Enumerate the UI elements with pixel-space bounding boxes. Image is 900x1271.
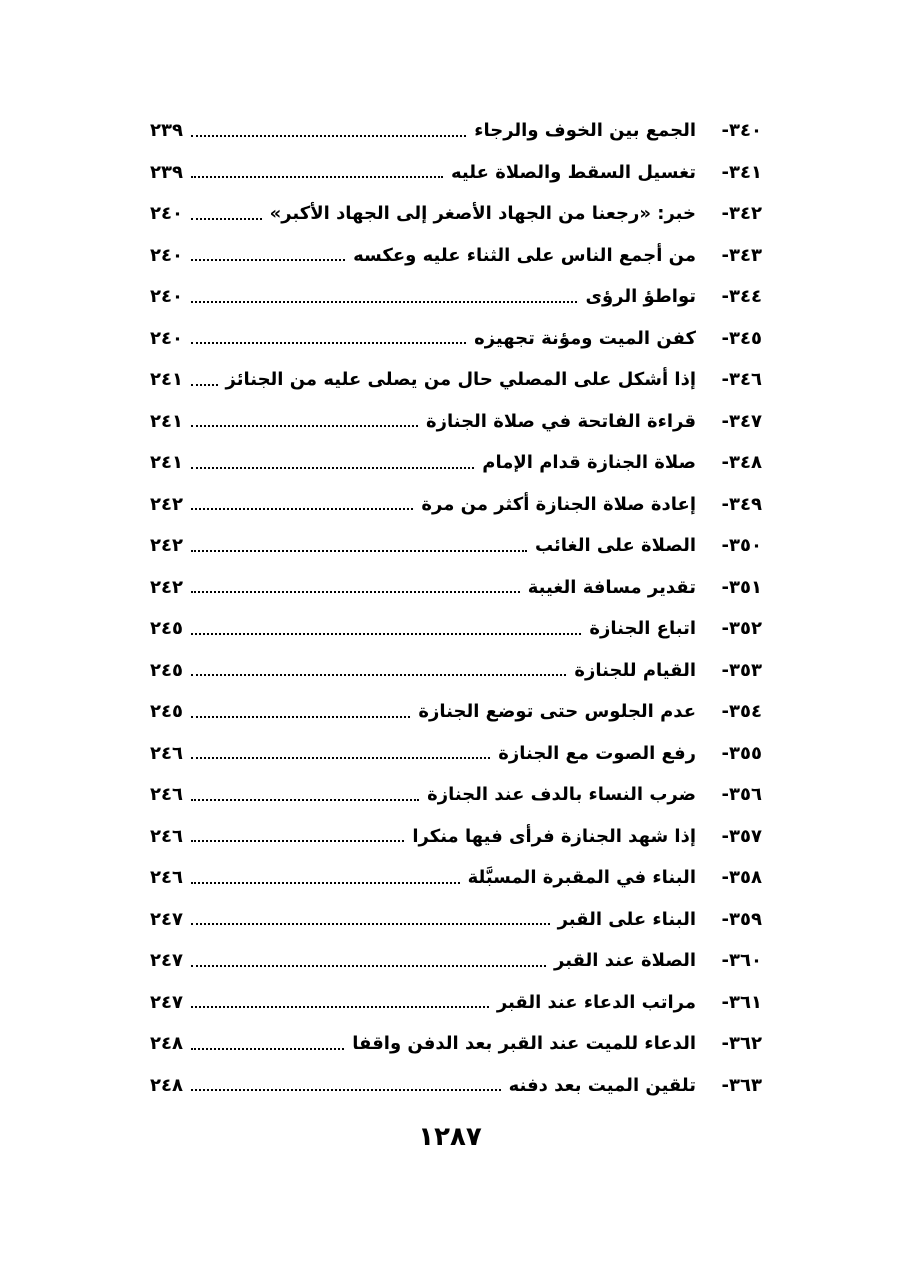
dot-leader	[191, 218, 262, 220]
entry-page: ٢٤١	[150, 369, 183, 391]
entry-number: ٣٤٢-	[721, 203, 762, 225]
entry-page: ٢٤٠	[150, 286, 183, 308]
dot-leader	[191, 965, 546, 967]
entry-title: قراءة الفاتحة في صلاة الجنازة	[425, 410, 696, 432]
entry-page: ٢٤٢	[150, 493, 183, 515]
toc-entry	[150, 401, 762, 443]
dot-leader	[191, 508, 413, 510]
entry-title: كفن الميت ومؤنة تجهيزه	[474, 327, 696, 349]
entry-title: رفع الصوت مع الجنازة	[498, 742, 696, 764]
entry-number: ٣٤١-	[721, 161, 762, 183]
dot-leader	[191, 716, 410, 718]
toc-entry	[150, 193, 762, 235]
dot-leader	[191, 674, 566, 676]
dot-leader	[191, 923, 550, 925]
entry-title: تغسيل السقط والصلاة عليه	[451, 161, 696, 183]
entry-title: الجمع بين الخوف والرجاء	[474, 120, 696, 142]
entry-title: الصلاة عند القبر	[554, 950, 696, 972]
entry-number: ٣٤٦-	[721, 369, 762, 391]
toc-entry	[150, 442, 762, 484]
entry-title: إذا شهد الجنازة فرأى فيها منكرا	[412, 825, 696, 847]
toc-entry	[150, 1023, 762, 1065]
toc-entry	[150, 691, 762, 733]
entry-page: ٢٤٧	[150, 950, 183, 972]
entry-title: صلاة الجنازة قدام الإمام	[482, 452, 696, 474]
toc-entry	[150, 318, 762, 360]
entry-number: ٣٥٥-	[721, 742, 762, 764]
entry-number: ٣٥٧-	[721, 825, 762, 847]
entry-number: ٣٤٠-	[721, 120, 762, 142]
toc-entry	[150, 650, 762, 692]
entry-number: ٣٥٨-	[721, 867, 762, 889]
dot-leader	[191, 550, 527, 552]
entry-page: ٢٤٦	[150, 784, 183, 806]
entry-number: ٣٤٤-	[721, 286, 762, 308]
entry-page: ٢٤٠	[150, 327, 183, 349]
entry-page: ٢٤٥	[150, 701, 183, 723]
dot-leader	[191, 757, 490, 759]
entry-title: إذا أشكل على المصلي حال من يصلى عليه من الجنائز	[225, 369, 696, 391]
entry-title: تواطؤ الرؤى	[585, 286, 696, 308]
dot-leader	[191, 1048, 344, 1050]
toc-entry	[150, 1065, 762, 1107]
toc-entry	[150, 235, 762, 277]
entry-number: ٣٦٢-	[721, 1033, 762, 1055]
toc-entry	[150, 525, 762, 567]
entry-number: ٣٦٣-	[721, 1074, 762, 1096]
entry-number: ٣٤٥-	[721, 327, 762, 349]
entry-page: ٢٤٨	[150, 1074, 183, 1096]
dot-leader	[191, 799, 419, 801]
entry-number: ٣٥٦-	[721, 784, 762, 806]
dot-leader	[191, 467, 474, 469]
toc-entry	[150, 359, 762, 401]
dot-leader	[191, 301, 578, 303]
entry-page: ٢٤٧	[150, 991, 183, 1013]
entry-page: ٢٤٢	[150, 576, 183, 598]
entry-title: مراتب الدعاء عند القبر	[496, 991, 696, 1013]
toc-entry	[150, 567, 762, 609]
toc-entry	[150, 110, 762, 152]
entry-page: ٢٤١	[150, 452, 183, 474]
toc-entry	[150, 857, 762, 899]
dot-leader	[191, 259, 345, 261]
entry-page: ٢٤٥	[150, 659, 183, 681]
entry-title: الدعاء للميت عند القبر بعد الدفن واقفا	[352, 1033, 696, 1055]
entry-title: اتباع الجنازة	[589, 618, 696, 640]
entry-number: ٣٤٣-	[721, 244, 762, 266]
entry-number: ٣٤٨-	[721, 452, 762, 474]
toc-entry	[150, 276, 762, 318]
entry-page: ٢٤٧	[150, 908, 183, 930]
entry-number: ٣٥٠-	[721, 535, 762, 557]
page-number: ١٢٨٧	[418, 1122, 482, 1152]
toc-entry	[150, 733, 762, 775]
entry-title: عدم الجلوس حتى توضع الجنازة	[418, 701, 696, 723]
dot-leader	[191, 840, 404, 842]
dot-leader	[191, 633, 581, 635]
toc-entry	[150, 982, 762, 1024]
entry-title: البناء على القبر	[557, 908, 696, 930]
toc-entry	[150, 899, 762, 941]
toc-entry	[150, 608, 762, 650]
entry-page: ٢٣٩	[150, 120, 183, 142]
dot-leader	[191, 425, 418, 427]
dot-leader	[191, 342, 466, 344]
entry-number: ٣٥٣-	[721, 659, 762, 681]
entry-page: ٢٤٥	[150, 618, 183, 640]
entry-number: ٣٤٩-	[721, 493, 762, 515]
entry-title: تقدير مسافة الغيبة	[527, 576, 696, 598]
toc-entry	[150, 940, 762, 982]
entry-title: القيام للجنازة	[574, 659, 696, 681]
entry-number: ٣٦١-	[721, 991, 762, 1013]
toc-entry	[150, 484, 762, 526]
entry-title: الصلاة على الغائب	[534, 535, 696, 557]
dot-leader	[191, 135, 466, 137]
toc-entry	[150, 774, 762, 816]
toc-entry	[150, 816, 762, 858]
entry-number: ٣٦٠-	[721, 950, 762, 972]
dot-leader	[191, 176, 443, 178]
entry-page: ٢٤٢	[150, 535, 183, 557]
dot-leader	[191, 384, 218, 386]
toc-entry	[150, 152, 762, 194]
entry-page: ٢٤٠	[150, 203, 183, 225]
entry-page: ٢٤١	[150, 410, 183, 432]
entry-title: إعادة صلاة الجنازة أكثر من مرة	[421, 493, 696, 515]
entry-number: ٣٥٩-	[721, 908, 762, 930]
entry-number: ٣٥١-	[721, 576, 762, 598]
entry-page: ٢٤٠	[150, 244, 183, 266]
entry-title: ضرب النساء بالدف عند الجنازة	[427, 784, 696, 806]
dot-leader	[191, 591, 520, 593]
dot-leader	[191, 1089, 501, 1091]
entry-page: ٢٤٨	[150, 1033, 183, 1055]
entry-page: ٢٤٦	[150, 742, 183, 764]
table-of-contents	[150, 110, 762, 1106]
entry-number: ٣٥٤-	[721, 701, 762, 723]
entry-number: ٣٤٧-	[721, 410, 762, 432]
dot-leader	[191, 1006, 489, 1008]
entry-page: ٢٤٦	[150, 825, 183, 847]
entry-title: خبر: «رجعنا من الجهاد الأصغر إلى الجهاد الأكبر»	[269, 203, 696, 225]
entry-title: من أجمع الناس على الثناء عليه وعكسه	[353, 244, 696, 266]
entry-title: تلقين الميت بعد دفنه	[508, 1074, 696, 1096]
dot-leader	[191, 882, 460, 884]
entry-number: ٣٥٢-	[721, 618, 762, 640]
entry-page: ٢٣٩	[150, 161, 183, 183]
entry-page: ٢٤٦	[150, 867, 183, 889]
entry-title: البناء في المقبرة المسبَّلة	[467, 867, 696, 889]
